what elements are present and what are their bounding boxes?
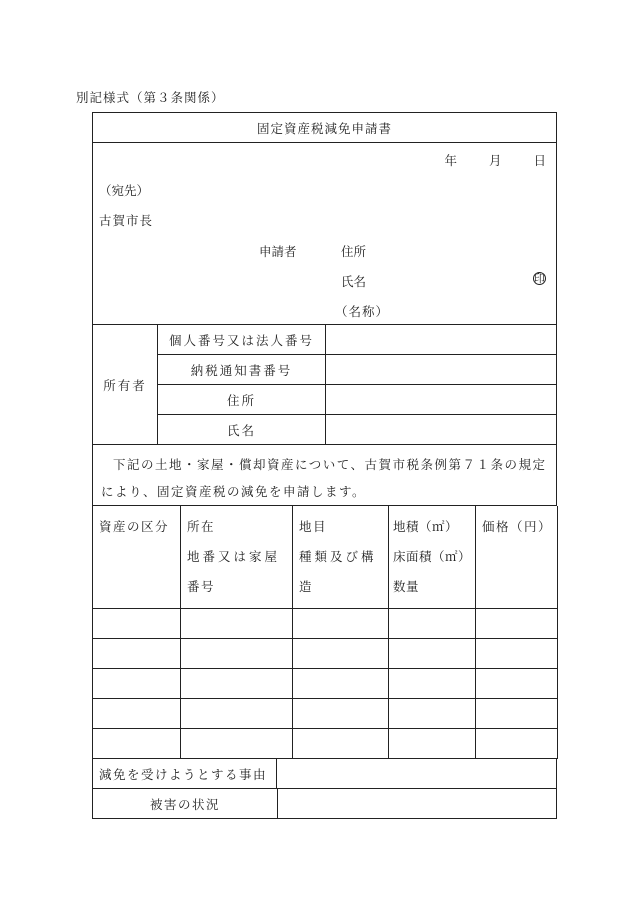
asset-row <box>93 639 558 669</box>
asset-cell[interactable] <box>476 699 558 729</box>
owner-row <box>158 355 556 385</box>
asset-cell[interactable] <box>476 609 558 639</box>
asset-cell[interactable] <box>389 729 476 759</box>
asset-cell[interactable] <box>293 669 389 699</box>
header-cell: 資産の区分 <box>93 506 181 609</box>
reason-label: 減免を受けようとする事由 <box>93 759 277 788</box>
asset-row <box>93 609 558 639</box>
tax-reduction-form <box>92 112 557 819</box>
owner-row-label: 納税通知書番号 <box>158 355 326 384</box>
asset-row <box>93 669 558 699</box>
asset-cell[interactable] <box>181 669 293 699</box>
asset-row <box>93 699 558 729</box>
tax-notice-number-field[interactable] <box>326 355 556 384</box>
asset-cell[interactable] <box>93 609 181 639</box>
asset-cell[interactable] <box>293 699 389 729</box>
name-label: 氏名 <box>341 274 367 289</box>
address-label: 住所 <box>341 244 367 259</box>
assets-table <box>92 506 558 759</box>
form-title: 固定資産税減免申請書 <box>92 112 557 143</box>
asset-cell[interactable] <box>389 699 476 729</box>
statement-line: により、固定資産税の減免を申請します。 <box>101 484 367 499</box>
year-label: 年 <box>444 153 457 168</box>
reason-row <box>92 759 557 789</box>
asset-cell[interactable] <box>93 639 181 669</box>
assets-header-row <box>93 506 558 609</box>
asset-cell[interactable] <box>389 639 476 669</box>
owner-label: 所有者 <box>93 325 158 444</box>
owner-row <box>158 385 556 415</box>
asset-cell[interactable] <box>93 669 181 699</box>
day-label: 日 <box>533 153 546 168</box>
form-caption: 別記様式（第３条関係） <box>76 90 225 105</box>
owner-section <box>92 325 557 445</box>
asset-cell[interactable] <box>93 699 181 729</box>
asset-cell[interactable] <box>181 699 293 729</box>
date-row <box>444 151 546 169</box>
asset-cell[interactable] <box>293 729 389 759</box>
reason-field[interactable] <box>277 759 556 788</box>
owner-address-field[interactable] <box>326 385 556 414</box>
owner-row-label: 個人番号又は法人番号 <box>158 325 326 354</box>
month-label: 月 <box>488 153 502 168</box>
asset-cell[interactable] <box>476 669 558 699</box>
owner-row <box>158 415 556 444</box>
applicant-label: 申請者 <box>259 244 297 259</box>
owner-name-field[interactable] <box>326 415 556 444</box>
addressee: 古賀市長 <box>99 213 154 228</box>
owner-rows <box>158 325 556 444</box>
entity-name-label: （名称） <box>335 304 390 319</box>
header-cell: 地目 種類及び構 造 <box>293 506 389 609</box>
header-cell: 所在 地番又は家屋 番号 <box>181 506 293 609</box>
asset-cell[interactable] <box>293 639 389 669</box>
owner-row <box>158 325 556 355</box>
header-cell: 価格（円） <box>476 506 558 609</box>
owner-number-field[interactable] <box>326 325 556 354</box>
seal-mark: 印 <box>534 272 545 285</box>
owner-row-label: 氏名 <box>158 415 326 444</box>
damage-row <box>92 789 557 819</box>
statement <box>92 445 557 506</box>
damage-field[interactable] <box>278 789 556 818</box>
asset-cell[interactable] <box>181 729 293 759</box>
asset-row <box>93 729 558 759</box>
asset-cell[interactable] <box>181 609 293 639</box>
damage-label: 被害の状況 <box>93 789 278 818</box>
asset-cell[interactable] <box>476 639 558 669</box>
statement-line: 下記の土地・家屋・償却資産について、古賀市税条例第７１条の規定 <box>113 457 547 472</box>
owner-row-label: 住所 <box>158 385 326 414</box>
asset-cell[interactable] <box>181 639 293 669</box>
addressee-to: （宛先） <box>99 183 150 198</box>
form-header <box>92 143 557 325</box>
header-cell: 地積（㎡） 床面積（㎡） 数量 <box>389 506 476 609</box>
asset-cell[interactable] <box>389 609 476 639</box>
asset-cell[interactable] <box>293 609 389 639</box>
asset-cell[interactable] <box>476 729 558 759</box>
asset-cell[interactable] <box>389 669 476 699</box>
asset-cell[interactable] <box>93 729 181 759</box>
